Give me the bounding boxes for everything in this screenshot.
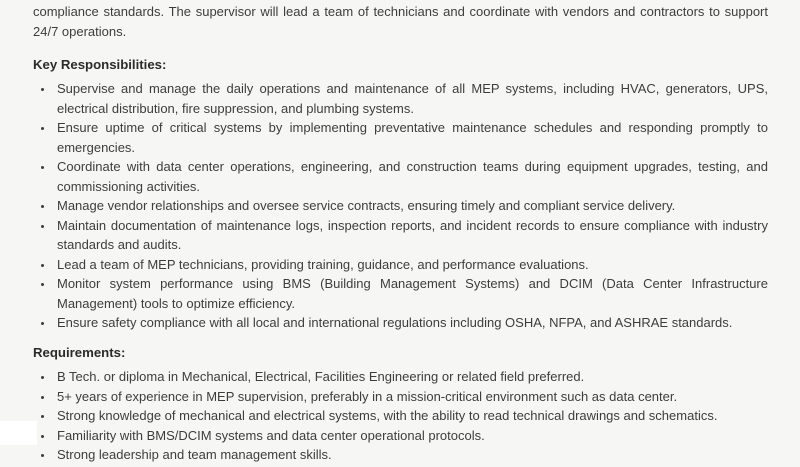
responsibility-item: • Lead a team of MEP technicians, providing training, guidance, and performance evaluations.: [54, 255, 768, 275]
responsibility-item: • Supervise and manage the daily operations and maintenance of all MEP systems, including HVAC, generators, UPS, electrical distribution, fire suppression, and plumbing systems.: [54, 79, 768, 118]
requirement-item: • Strong leadership and team management skills.: [54, 445, 768, 465]
requirements-list: [33, 367, 768, 465]
responsibilities-list: [33, 79, 768, 333]
responsibility-item: • Maintain documentation of maintenance logs, inspection reports, and incident records to ensure compliance with industry standards and audits.: [54, 216, 768, 255]
requirement-item: • 5+ years of experience in MEP supervision, preferably in a mission-critical environment such as data center.: [54, 387, 768, 407]
bottom-left-white-patch: [0, 421, 37, 445]
responsibility-item: • Manage vendor relationships and oversee service contracts, ensuring timely and compliant service delivery.: [54, 196, 768, 216]
requirement-item: • B Tech. or diploma in Mechanical, Electrical, Facilities Engineering or related field preferred.: [54, 367, 768, 387]
section-heading-key-responsibilities: Key Responsibilities:: [33, 57, 167, 72]
intro-paragraph-continuation: compliance standards. The supervisor will lead a team of technicians and coordinate with vendors and contractors to support 24/7 operations.: [33, 4, 768, 39]
responsibility-item: • Ensure uptime of critical systems by implementing preventative maintenance schedules and responding promptly to emergencies.: [54, 118, 768, 157]
requirement-item: • Familiarity with BMS/DCIM systems and data center operational protocols.: [54, 426, 768, 446]
requirement-item: • Strong knowledge of mechanical and electrical systems, with the ability to read technical drawings and schematics.: [54, 406, 768, 426]
section-heading-requirements: Requirements:: [33, 345, 126, 360]
responsibility-item: • Monitor system performance using BMS (Building Management Systems) and DCIM (Data Center Infrastructure Management) tools to optimize efficiency.: [54, 274, 768, 313]
responsibility-item: • Ensure safety compliance with all local and international regulations including OSHA, NFPA, and ASHRAE standards.: [54, 313, 768, 333]
responsibility-item: • Coordinate with data center operations, engineering, and construction teams during equipment upgrades, testing, and commissioning activities.: [54, 157, 768, 196]
